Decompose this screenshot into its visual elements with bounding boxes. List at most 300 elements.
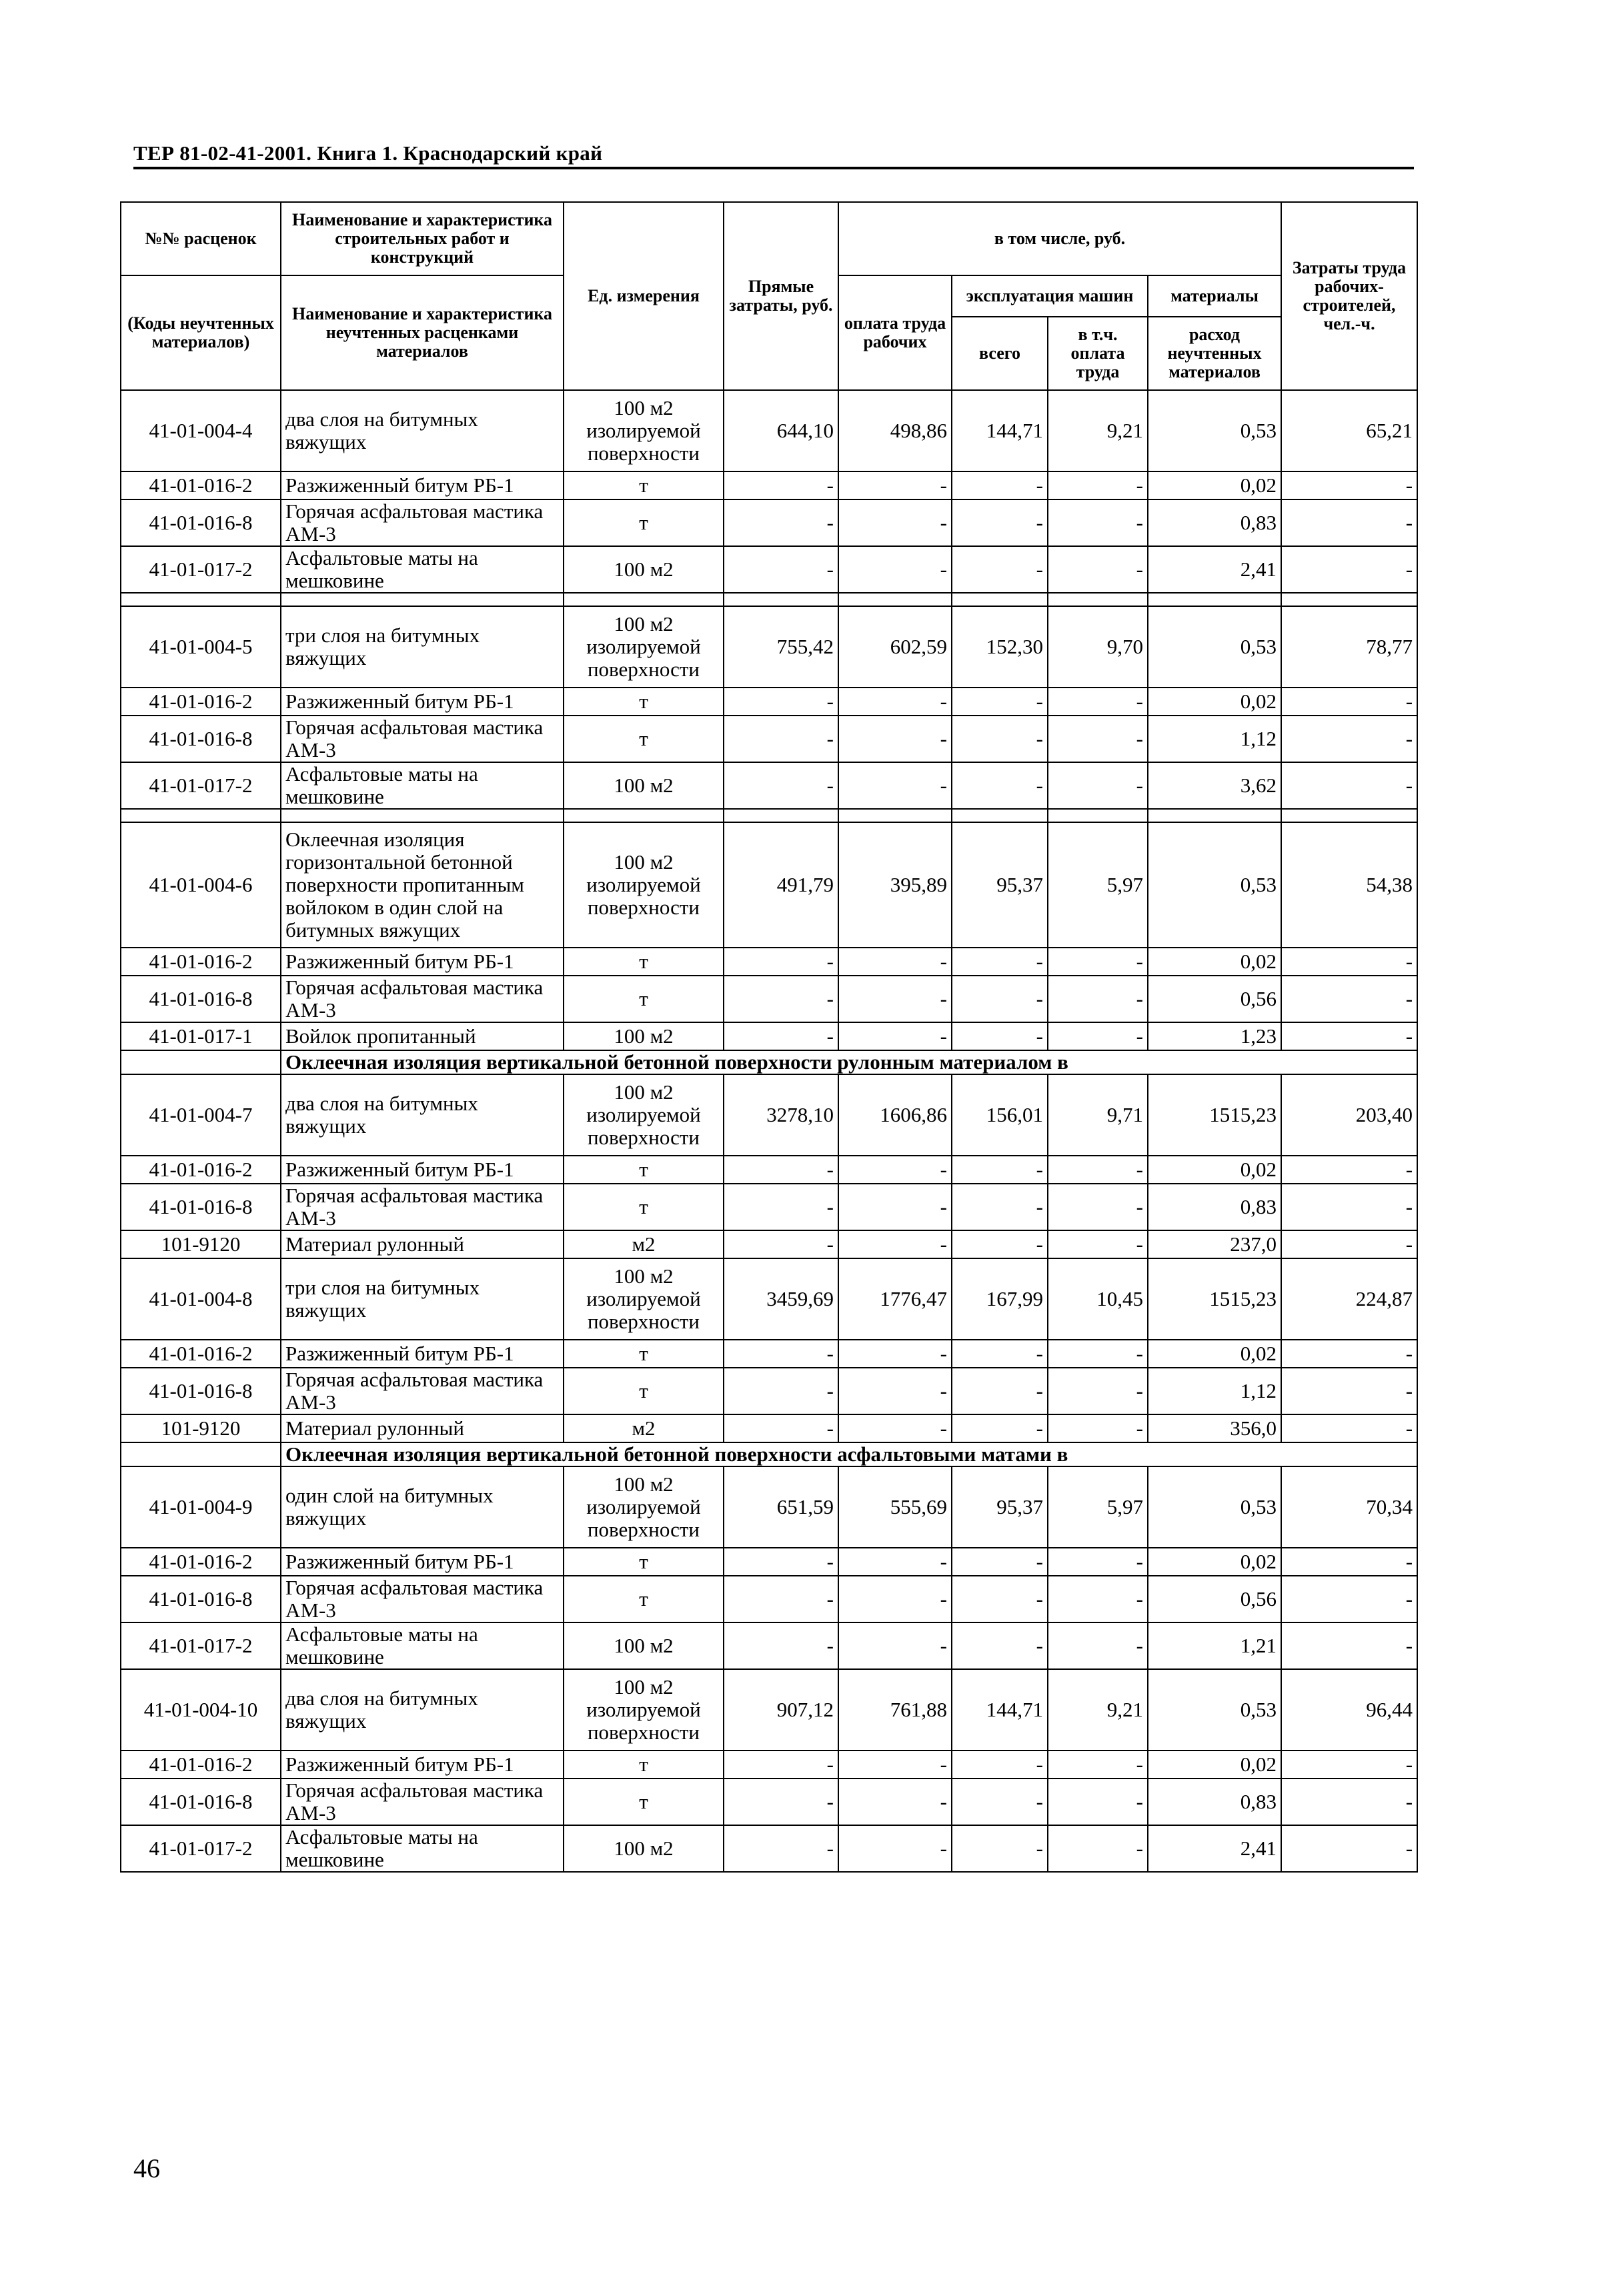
wages-cell: 602,59 bbox=[838, 606, 952, 688]
material-row bbox=[121, 1156, 1417, 1184]
rate-row bbox=[121, 1669, 1417, 1751]
section-blank-cell bbox=[121, 1050, 281, 1074]
unit-cell: т bbox=[564, 499, 724, 546]
machines-total-cell: 95,37 bbox=[952, 822, 1048, 948]
wages-cell: - bbox=[838, 716, 952, 762]
material-row bbox=[121, 546, 1417, 593]
direct-cost-cell: - bbox=[724, 1368, 838, 1414]
machines-total-cell: - bbox=[952, 546, 1048, 593]
machines-wages-cell: - bbox=[1048, 1156, 1148, 1184]
material-row bbox=[121, 471, 1417, 499]
wages-cell: - bbox=[838, 1022, 952, 1050]
spacer-cell bbox=[838, 809, 952, 822]
unit-cell: 100 м2 изолируемой поверхности bbox=[564, 822, 724, 948]
code-cell: 41-01-016-8 bbox=[121, 976, 281, 1022]
code-cell: 41-01-004-7 bbox=[121, 1074, 281, 1156]
machines-wages-cell: 10,45 bbox=[1048, 1258, 1148, 1340]
material-row bbox=[121, 976, 1417, 1022]
direct-cost-cell: - bbox=[724, 1230, 838, 1258]
header-code-top: №№ расценок bbox=[121, 202, 281, 275]
labor-cell: - bbox=[1281, 1576, 1417, 1622]
spacer-row bbox=[121, 593, 1417, 606]
materials-cell: 0,02 bbox=[1148, 688, 1281, 716]
material-row bbox=[121, 1751, 1417, 1779]
name-cell: Асфальтовые маты на мешковине bbox=[281, 762, 564, 809]
wages-cell: - bbox=[838, 1751, 952, 1779]
material-row bbox=[121, 1368, 1417, 1414]
wages-cell: - bbox=[838, 688, 952, 716]
code-cell: 41-01-016-8 bbox=[121, 499, 281, 546]
spacer-cell bbox=[1048, 593, 1148, 606]
section-blank-cell bbox=[121, 1442, 281, 1466]
machines-total-cell: 95,37 bbox=[952, 1466, 1048, 1548]
machines-total-cell: - bbox=[952, 1156, 1048, 1184]
wages-cell: - bbox=[838, 1576, 952, 1622]
wages-cell: - bbox=[838, 948, 952, 976]
machines-wages-cell: - bbox=[1048, 1414, 1148, 1442]
direct-cost-cell: - bbox=[724, 762, 838, 809]
material-row bbox=[121, 1230, 1417, 1258]
machines-total-cell: - bbox=[952, 1576, 1048, 1622]
code-cell: 41-01-016-2 bbox=[121, 1340, 281, 1368]
material-row bbox=[121, 1340, 1417, 1368]
direct-cost-cell: - bbox=[724, 716, 838, 762]
labor-cell: - bbox=[1281, 546, 1417, 593]
code-cell: 101-9120 bbox=[121, 1230, 281, 1258]
labor-cell: - bbox=[1281, 762, 1417, 809]
machines-wages-cell: - bbox=[1048, 1230, 1148, 1258]
spacer-cell bbox=[1281, 809, 1417, 822]
wages-cell: 555,69 bbox=[838, 1466, 952, 1548]
labor-cell: 96,44 bbox=[1281, 1669, 1417, 1751]
spacer-cell bbox=[281, 809, 564, 822]
code-cell: 41-01-016-2 bbox=[121, 1156, 281, 1184]
material-row bbox=[121, 1576, 1417, 1622]
name-cell: Материал рулонный bbox=[281, 1414, 564, 1442]
name-cell: Разжиженный битум РБ-1 bbox=[281, 1751, 564, 1779]
spacer-cell bbox=[952, 593, 1048, 606]
machines-wages-cell: - bbox=[1048, 1779, 1148, 1825]
machines-total-cell: 156,01 bbox=[952, 1074, 1048, 1156]
labor-cell: - bbox=[1281, 1230, 1417, 1258]
unit-cell: т bbox=[564, 716, 724, 762]
header-name-bottom: Наименование и характеристика неучтенных расценками материалов bbox=[281, 275, 564, 390]
labor-cell: - bbox=[1281, 1622, 1417, 1669]
unit-cell: т bbox=[564, 1779, 724, 1825]
wages-cell: - bbox=[838, 1230, 952, 1258]
direct-cost-cell: 491,79 bbox=[724, 822, 838, 948]
direct-cost-cell: 3278,10 bbox=[724, 1074, 838, 1156]
header-unit: Ед. измерения bbox=[564, 202, 724, 390]
unit-cell: 100 м2 bbox=[564, 762, 724, 809]
header-machines: эксплуатация машин bbox=[952, 275, 1148, 317]
wages-cell: - bbox=[838, 471, 952, 499]
unit-cell: 100 м2 bbox=[564, 1825, 724, 1872]
labor-cell: - bbox=[1281, 499, 1417, 546]
direct-cost-cell: - bbox=[724, 1022, 838, 1050]
materials-cell: 0,83 bbox=[1148, 499, 1281, 546]
labor-cell: - bbox=[1281, 1184, 1417, 1230]
wages-cell: 1776,47 bbox=[838, 1258, 952, 1340]
spacer-cell bbox=[1148, 809, 1281, 822]
material-row bbox=[121, 1022, 1417, 1050]
page-number: 46 bbox=[133, 2153, 160, 2183]
spacer-cell bbox=[121, 809, 281, 822]
materials-cell: 1,12 bbox=[1148, 1368, 1281, 1414]
machines-total-cell: - bbox=[952, 976, 1048, 1022]
header-code-bottom: (Коды неучтенных материалов) bbox=[121, 275, 281, 390]
direct-cost-cell: - bbox=[724, 1548, 838, 1576]
header-machines-wages: в т.ч. оплата труда bbox=[1048, 317, 1148, 390]
labor-cell: - bbox=[1281, 688, 1417, 716]
wages-cell: - bbox=[838, 546, 952, 593]
name-cell: Горячая асфальтовая мастика АМ-3 bbox=[281, 1368, 564, 1414]
unit-cell: т bbox=[564, 948, 724, 976]
labor-cell: - bbox=[1281, 976, 1417, 1022]
direct-cost-cell: - bbox=[724, 1751, 838, 1779]
spacer-cell bbox=[121, 593, 281, 606]
direct-cost-cell: - bbox=[724, 1622, 838, 1669]
machines-wages-cell: - bbox=[1048, 1340, 1148, 1368]
machines-wages-cell: - bbox=[1048, 948, 1148, 976]
machines-total-cell: - bbox=[952, 1022, 1048, 1050]
spacer-row bbox=[121, 809, 1417, 822]
machines-wages-cell: - bbox=[1048, 976, 1148, 1022]
materials-cell: 2,41 bbox=[1148, 1825, 1281, 1872]
material-row bbox=[121, 499, 1417, 546]
wages-cell: - bbox=[838, 1340, 952, 1368]
labor-cell: - bbox=[1281, 1825, 1417, 1872]
name-cell: Разжиженный битум РБ-1 bbox=[281, 1340, 564, 1368]
materials-cell: 0,56 bbox=[1148, 1576, 1281, 1622]
machines-wages-cell: - bbox=[1048, 716, 1148, 762]
wages-cell: - bbox=[838, 1622, 952, 1669]
section-title: Оклеечная изоляция вертикальной бетонной поверхности рулонным материалом в bbox=[281, 1050, 1417, 1074]
rate-row bbox=[121, 390, 1417, 471]
materials-cell: 1,21 bbox=[1148, 1622, 1281, 1669]
table-body bbox=[121, 390, 1417, 1872]
name-cell: Асфальтовые маты на мешковине bbox=[281, 1825, 564, 1872]
unit-cell: т bbox=[564, 1184, 724, 1230]
name-cell: Войлок пропитанный bbox=[281, 1022, 564, 1050]
materials-cell: 0,02 bbox=[1148, 1340, 1281, 1368]
materials-cell: 1,23 bbox=[1148, 1022, 1281, 1050]
code-cell: 41-01-016-2 bbox=[121, 1751, 281, 1779]
code-cell: 41-01-017-2 bbox=[121, 762, 281, 809]
name-cell: Разжиженный битум РБ-1 bbox=[281, 1156, 564, 1184]
unit-cell: т bbox=[564, 688, 724, 716]
unit-cell: т bbox=[564, 976, 724, 1022]
labor-cell: 65,21 bbox=[1281, 390, 1417, 471]
name-cell: Разжиженный битум РБ-1 bbox=[281, 688, 564, 716]
machines-total-cell: - bbox=[952, 1230, 1048, 1258]
machines-total-cell: - bbox=[952, 948, 1048, 976]
rate-row bbox=[121, 1466, 1417, 1548]
direct-cost-cell: - bbox=[724, 688, 838, 716]
wages-cell: - bbox=[838, 1825, 952, 1872]
machines-total-cell: - bbox=[952, 1340, 1048, 1368]
code-cell: 41-01-016-8 bbox=[121, 1576, 281, 1622]
unit-cell: 100 м2 изолируемой поверхности bbox=[564, 390, 724, 471]
materials-cell: 0,02 bbox=[1148, 948, 1281, 976]
direct-cost-cell: - bbox=[724, 471, 838, 499]
rate-row bbox=[121, 606, 1417, 688]
machines-wages-cell: 9,70 bbox=[1048, 606, 1148, 688]
rates-table bbox=[120, 201, 1418, 1873]
name-cell: Разжиженный битум РБ-1 bbox=[281, 948, 564, 976]
labor-cell: 224,87 bbox=[1281, 1258, 1417, 1340]
labor-cell: - bbox=[1281, 716, 1417, 762]
machines-wages-cell: - bbox=[1048, 1622, 1148, 1669]
machines-total-cell: 167,99 bbox=[952, 1258, 1048, 1340]
unit-cell: т bbox=[564, 1548, 724, 1576]
direct-cost-cell: - bbox=[724, 1576, 838, 1622]
rate-row bbox=[121, 1258, 1417, 1340]
name-cell: Разжиженный битум РБ-1 bbox=[281, 1548, 564, 1576]
unit-cell: 100 м2 изолируемой поверхности bbox=[564, 1466, 724, 1548]
machines-total-cell: - bbox=[952, 471, 1048, 499]
machines-wages-cell: - bbox=[1048, 471, 1148, 499]
machines-total-cell: 152,30 bbox=[952, 606, 1048, 688]
wages-cell: - bbox=[838, 1184, 952, 1230]
labor-cell: - bbox=[1281, 1751, 1417, 1779]
code-cell: 41-01-016-8 bbox=[121, 1368, 281, 1414]
material-row bbox=[121, 1622, 1417, 1669]
material-row bbox=[121, 1548, 1417, 1576]
name-cell: Горячая асфальтовая мастика АМ-3 bbox=[281, 499, 564, 546]
code-cell: 41-01-016-2 bbox=[121, 471, 281, 499]
name-cell: два слоя на битумных вяжущих bbox=[281, 1669, 564, 1751]
direct-cost-cell: - bbox=[724, 1414, 838, 1442]
labor-cell: 78,77 bbox=[1281, 606, 1417, 688]
code-cell: 41-01-017-1 bbox=[121, 1022, 281, 1050]
spacer-cell bbox=[1281, 593, 1417, 606]
labor-cell: 70,34 bbox=[1281, 1466, 1417, 1548]
machines-wages-cell: - bbox=[1048, 1751, 1148, 1779]
wages-cell: 761,88 bbox=[838, 1669, 952, 1751]
machines-total-cell: - bbox=[952, 762, 1048, 809]
machines-total-cell: 144,71 bbox=[952, 390, 1048, 471]
unit-cell: т bbox=[564, 1340, 724, 1368]
materials-cell: 356,0 bbox=[1148, 1414, 1281, 1442]
machines-total-cell: - bbox=[952, 1184, 1048, 1230]
code-cell: 41-01-004-4 bbox=[121, 390, 281, 471]
unit-cell: 100 м2 изолируемой поверхности bbox=[564, 606, 724, 688]
code-cell: 41-01-016-2 bbox=[121, 688, 281, 716]
materials-cell: 0,02 bbox=[1148, 1156, 1281, 1184]
wages-cell: - bbox=[838, 1548, 952, 1576]
direct-cost-cell: 907,12 bbox=[724, 1669, 838, 1751]
machines-wages-cell: 5,97 bbox=[1048, 1466, 1148, 1548]
unit-cell: м2 bbox=[564, 1414, 724, 1442]
spacer-cell bbox=[1148, 593, 1281, 606]
spacer-cell bbox=[838, 593, 952, 606]
materials-cell: 0,53 bbox=[1148, 1466, 1281, 1548]
header-including: в том числе, руб. bbox=[838, 202, 1281, 275]
material-row bbox=[121, 716, 1417, 762]
code-cell: 41-01-016-2 bbox=[121, 1548, 281, 1576]
name-cell: один слой на битумных вяжущих bbox=[281, 1466, 564, 1548]
materials-cell: 0,02 bbox=[1148, 471, 1281, 499]
material-row bbox=[121, 1414, 1417, 1442]
spacer-cell bbox=[564, 809, 724, 822]
machines-total-cell: - bbox=[952, 1751, 1048, 1779]
name-cell: Асфальтовые маты на мешковине bbox=[281, 1622, 564, 1669]
name-cell: Горячая асфальтовая мастика АМ-3 bbox=[281, 1779, 564, 1825]
materials-cell: 3,62 bbox=[1148, 762, 1281, 809]
name-cell: Разжиженный битум РБ-1 bbox=[281, 471, 564, 499]
name-cell: три слоя на битумных вяжущих bbox=[281, 1258, 564, 1340]
wages-cell: 1606,86 bbox=[838, 1074, 952, 1156]
wages-cell: - bbox=[838, 1414, 952, 1442]
spacer-cell bbox=[281, 593, 564, 606]
labor-cell: - bbox=[1281, 1368, 1417, 1414]
code-cell: 41-01-017-2 bbox=[121, 1622, 281, 1669]
unit-cell: 100 м2 изолируемой поверхности bbox=[564, 1258, 724, 1340]
unit-cell: т bbox=[564, 1751, 724, 1779]
header-machines-total: всего bbox=[952, 317, 1048, 390]
name-cell: Материал рулонный bbox=[281, 1230, 564, 1258]
materials-cell: 0,53 bbox=[1148, 822, 1281, 948]
labor-cell: 203,40 bbox=[1281, 1074, 1417, 1156]
material-row bbox=[121, 948, 1417, 976]
code-cell: 41-01-004-5 bbox=[121, 606, 281, 688]
machines-total-cell: - bbox=[952, 688, 1048, 716]
machines-total-cell: - bbox=[952, 1622, 1048, 1669]
machines-wages-cell: - bbox=[1048, 546, 1148, 593]
wages-cell: - bbox=[838, 499, 952, 546]
code-cell: 41-01-016-8 bbox=[121, 1184, 281, 1230]
direct-cost-cell: - bbox=[724, 546, 838, 593]
name-cell: Оклеечная изоляция горизонтальной бетонной поверхности пропитанным войлоком в один слой на битумных вяжущих bbox=[281, 822, 564, 948]
section-title-row bbox=[121, 1442, 1417, 1466]
spacer-cell bbox=[724, 593, 838, 606]
machines-wages-cell: - bbox=[1048, 1184, 1148, 1230]
material-row bbox=[121, 1779, 1417, 1825]
name-cell: Горячая асфальтовая мастика АМ-3 bbox=[281, 1184, 564, 1230]
material-row bbox=[121, 762, 1417, 809]
labor-cell: 54,38 bbox=[1281, 822, 1417, 948]
direct-cost-cell: - bbox=[724, 1779, 838, 1825]
machines-total-cell: - bbox=[952, 716, 1048, 762]
wages-cell: 498,86 bbox=[838, 390, 952, 471]
unit-cell: м2 bbox=[564, 1230, 724, 1258]
code-cell: 41-01-016-8 bbox=[121, 1779, 281, 1825]
wages-cell: - bbox=[838, 1368, 952, 1414]
materials-cell: 0,02 bbox=[1148, 1751, 1281, 1779]
labor-cell: - bbox=[1281, 1156, 1417, 1184]
name-cell: три слоя на битумных вяжущих bbox=[281, 606, 564, 688]
spacer-cell bbox=[724, 809, 838, 822]
name-cell: два слоя на битумных вяжущих bbox=[281, 1074, 564, 1156]
table-header bbox=[121, 202, 1417, 390]
materials-cell: 0,53 bbox=[1148, 1669, 1281, 1751]
materials-cell: 0,02 bbox=[1148, 1548, 1281, 1576]
machines-wages-cell: 9,21 bbox=[1048, 1669, 1148, 1751]
direct-cost-cell: - bbox=[724, 499, 838, 546]
direct-cost-cell: - bbox=[724, 948, 838, 976]
header-name-top: Наименование и характеристика строительных работ и конструкций bbox=[281, 202, 564, 275]
direct-cost-cell: - bbox=[724, 976, 838, 1022]
materials-cell: 0,53 bbox=[1148, 606, 1281, 688]
direct-cost-cell: 755,42 bbox=[724, 606, 838, 688]
machines-wages-cell: - bbox=[1048, 1022, 1148, 1050]
materials-cell: 0,56 bbox=[1148, 976, 1281, 1022]
wages-cell: - bbox=[838, 1779, 952, 1825]
page-header: ТЕР 81-02-41-2001. Книга 1. Краснодарский край bbox=[133, 141, 1414, 169]
machines-wages-cell: - bbox=[1048, 1368, 1148, 1414]
unit-cell: т bbox=[564, 1576, 724, 1622]
code-cell: 41-01-017-2 bbox=[121, 1825, 281, 1872]
name-cell: Асфальтовые маты на мешковине bbox=[281, 546, 564, 593]
machines-wages-cell: - bbox=[1048, 499, 1148, 546]
machines-total-cell: - bbox=[952, 1825, 1048, 1872]
machines-total-cell: - bbox=[952, 1548, 1048, 1576]
labor-cell: - bbox=[1281, 1548, 1417, 1576]
wages-cell: - bbox=[838, 1156, 952, 1184]
rate-row bbox=[121, 1074, 1417, 1156]
name-cell: Горячая асфальтовая мастика АМ-3 bbox=[281, 1576, 564, 1622]
spacer-cell bbox=[1048, 809, 1148, 822]
unit-cell: т bbox=[564, 1156, 724, 1184]
material-row bbox=[121, 688, 1417, 716]
wages-cell: - bbox=[838, 976, 952, 1022]
unit-cell: 100 м2 bbox=[564, 1622, 724, 1669]
machines-wages-cell: - bbox=[1048, 1548, 1148, 1576]
code-cell: 41-01-004-6 bbox=[121, 822, 281, 948]
unit-cell: 100 м2 bbox=[564, 1022, 724, 1050]
machines-wages-cell: - bbox=[1048, 1576, 1148, 1622]
machines-wages-cell: - bbox=[1048, 762, 1148, 809]
materials-cell: 1,12 bbox=[1148, 716, 1281, 762]
machines-wages-cell: 5,97 bbox=[1048, 822, 1148, 948]
spacer-cell bbox=[564, 593, 724, 606]
code-cell: 41-01-017-2 bbox=[121, 546, 281, 593]
spacer-cell bbox=[952, 809, 1048, 822]
materials-cell: 0,53 bbox=[1148, 390, 1281, 471]
material-row bbox=[121, 1825, 1417, 1872]
direct-cost-cell: - bbox=[724, 1825, 838, 1872]
code-cell: 41-01-016-8 bbox=[121, 716, 281, 762]
machines-wages-cell: 9,21 bbox=[1048, 390, 1148, 471]
code-cell: 41-01-004-10 bbox=[121, 1669, 281, 1751]
code-cell: 101-9120 bbox=[121, 1414, 281, 1442]
header-labor: Затраты труда рабочих-строителей, чел.-ч. bbox=[1281, 202, 1417, 390]
direct-cost-cell: - bbox=[724, 1184, 838, 1230]
header-direct-costs: Прямые затраты, руб. bbox=[724, 202, 838, 390]
machines-total-cell: - bbox=[952, 1414, 1048, 1442]
section-title-row bbox=[121, 1050, 1417, 1074]
machines-total-cell: - bbox=[952, 1368, 1048, 1414]
section-title: Оклеечная изоляция вертикальной бетонной поверхности асфальтовыми матами в bbox=[281, 1442, 1417, 1466]
rate-row bbox=[121, 822, 1417, 948]
unit-cell: 100 м2 изолируемой поверхности bbox=[564, 1669, 724, 1751]
code-cell: 41-01-004-8 bbox=[121, 1258, 281, 1340]
header-materials: материалы bbox=[1148, 275, 1281, 317]
machines-total-cell: 144,71 bbox=[952, 1669, 1048, 1751]
direct-cost-cell: 3459,69 bbox=[724, 1258, 838, 1340]
unit-cell: 100 м2 bbox=[564, 546, 724, 593]
unit-cell: т bbox=[564, 471, 724, 499]
name-cell: Горячая асфальтовая мастика АМ-3 bbox=[281, 716, 564, 762]
direct-cost-cell: 644,10 bbox=[724, 390, 838, 471]
direct-cost-cell: 651,59 bbox=[724, 1466, 838, 1548]
labor-cell: - bbox=[1281, 1414, 1417, 1442]
materials-cell: 0,83 bbox=[1148, 1184, 1281, 1230]
labor-cell: - bbox=[1281, 1340, 1417, 1368]
unit-cell: 100 м2 изолируемой поверхности bbox=[564, 1074, 724, 1156]
machines-total-cell: - bbox=[952, 499, 1048, 546]
